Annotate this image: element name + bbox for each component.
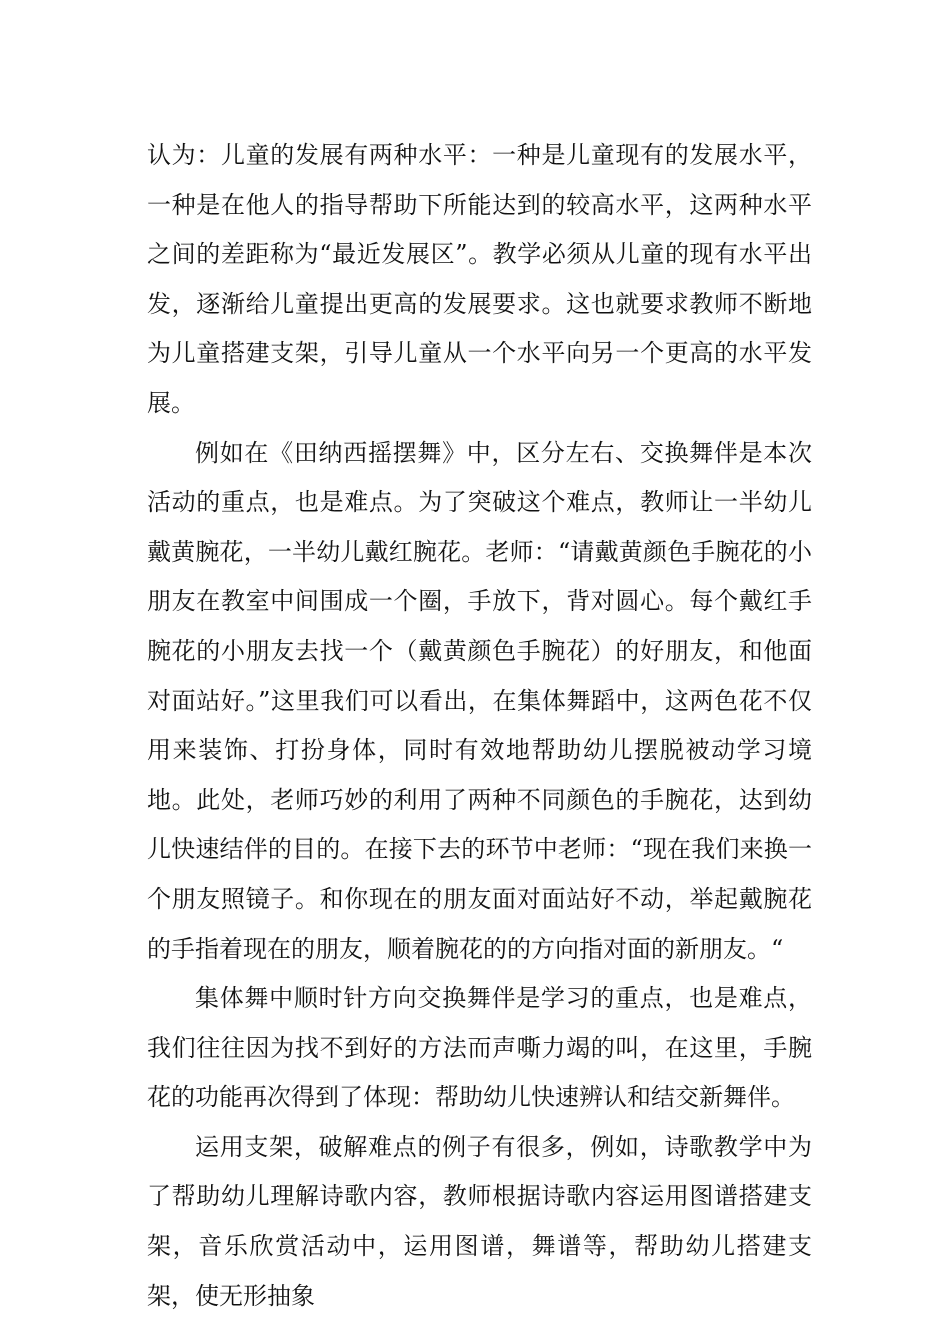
paragraph-continuation: 认为：儿童的发展有两种水平：一种是儿童现有的发展水平，一种是在他人的指导帮助下所能达到的较高水平，这两种水平之间的差距称为“最近发展区”。教学必须从儿童的现有水平出发，逐渐给儿童提出更高的发展要求。这也就要求教师不断地为儿童搭建支架，引导儿童从一个水平向另一个更高的水平发展。	[147, 141, 812, 417]
paragraph-partner-exchange: 集体舞中顺时针方向交换舞伴是学习的重点，也是难点，我们往往因为找不到好的方法而声嘶力竭的叫，在这里，手腕花的功能再次得到了体现：帮助幼儿快速辨认和结交新舞伴。	[147, 984, 812, 1112]
paragraph-scaffolding-examples: 运用支架，破解难点的例子有很多，例如，诗歌教学中为了帮助幼儿理解诗歌内容，教师根据诗歌内容运用图谱搭建支架，音乐欣赏活动中，运用图谱，舞谱等，帮助幼儿搭建支架，使无形抽象	[147, 1132, 812, 1310]
paragraph-example-tennessee-dance: 例如在《田纳西摇摆舞》中，区分左右、交换舞伴是本次活动的重点，也是难点。为了突破这个难点，教师让一半幼儿戴黄腕花，一半幼儿戴红腕花。老师：“请戴黄颜色手腕花的小朋友在教室中间围成一个圈，手放下，背对圆心。每个戴红手腕花的小朋友去找一个（戴黄颜色手腕花）的好朋友，和他面对面站好。”这里我们可以看出，在集体舞蹈中，这两色花不仅用来装饰、打扮身体，同时有效地帮助幼儿摆脱被动学习境地。此处，老师巧妙的利用了两种不同颜色的手腕花，达到幼儿快速结伴的目的。在接下去的环节中老师：“现在我们来换一个朋友照镜子。和你现在的朋友面对面站好不动，举起戴腕花的手指着现在的朋友，顺着腕花的的方向指对面的新朋友。“	[147, 438, 812, 963]
body-text	[147, 131, 812, 1321]
